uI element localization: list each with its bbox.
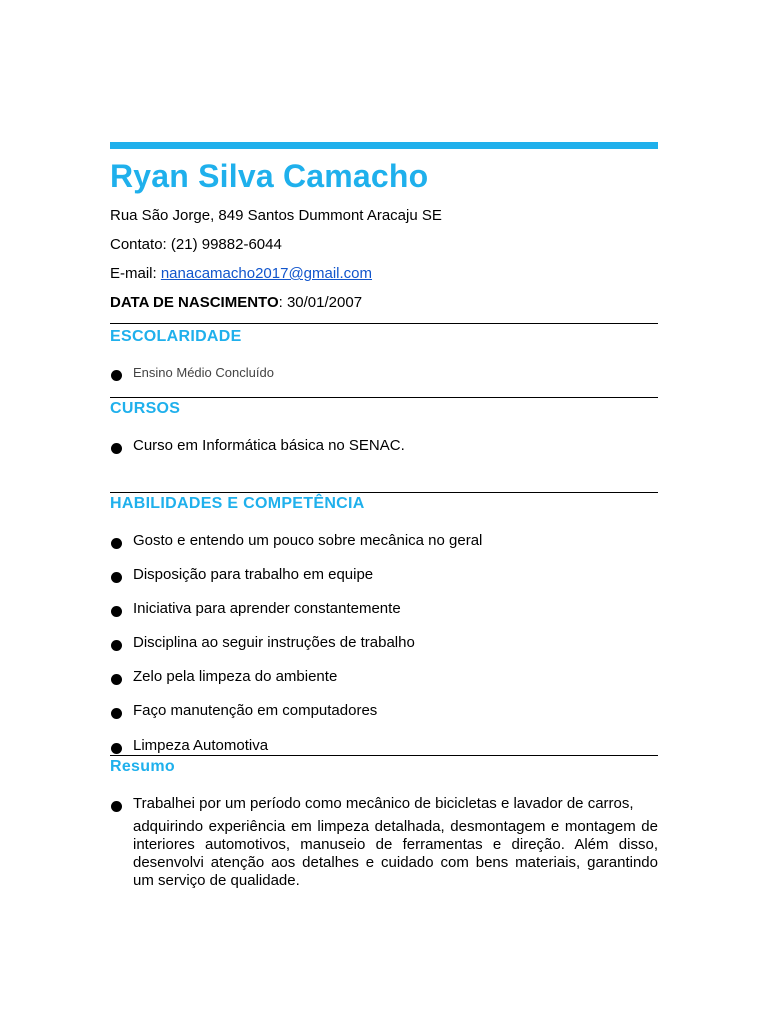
birth-date-value: : 30/01/2007 xyxy=(278,294,363,311)
bullet-icon xyxy=(111,708,122,719)
email-label: E-mail: xyxy=(110,265,157,282)
list-item-text: Iniciativa para aprender constantemente xyxy=(133,600,401,617)
list-item-text: Faço manutenção em computadores xyxy=(133,702,378,719)
list-item xyxy=(110,566,658,584)
list-item xyxy=(110,364,658,382)
courses-list xyxy=(110,437,658,455)
section-divider xyxy=(110,397,658,398)
list-item-text: Curso em Informática básica no SENAC. xyxy=(133,437,405,454)
bullet-icon xyxy=(111,370,122,381)
candidate-name: Ryan Silva Camacho xyxy=(110,158,429,194)
bullet-icon xyxy=(111,443,122,454)
section-title-courses: CURSOS xyxy=(110,400,181,417)
education-list xyxy=(110,364,658,382)
list-item-text: Ensino Médio Concluído xyxy=(133,365,274,380)
section-title-skills: HABILIDADES E COMPETÊNCIA xyxy=(110,495,365,512)
bullet-icon xyxy=(111,606,122,617)
section-divider xyxy=(110,755,658,756)
list-item xyxy=(110,737,658,755)
birth-date-label: DATA DE NASCIMENTO xyxy=(110,294,279,311)
summary-text: adquirindo experiência em limpeza detalhada, desmontagem e montagem de interiores automotivos, manuseio de ferramentas e direção. Além disso, desenvolvi atenção aos detalhes e cuidado com bens materiais, garantindo um serviço de qualidade. xyxy=(133,818,658,889)
section-divider xyxy=(110,492,658,493)
list-item-text: Limpeza Automotiva xyxy=(133,737,269,754)
summary-item xyxy=(110,795,658,890)
email-link[interactable]: nanacamacho2017@gmail.com xyxy=(160,265,373,282)
list-item xyxy=(110,600,658,618)
bullet-icon xyxy=(111,572,122,583)
bullet-icon xyxy=(111,801,122,812)
list-item-text: Disposição para trabalho em equipe xyxy=(133,566,374,583)
contact-label: Contato: xyxy=(110,236,167,253)
list-item xyxy=(110,634,658,652)
bullet-icon xyxy=(111,674,122,685)
contact-phone: (21) 99882-6044 xyxy=(170,236,282,253)
section-divider xyxy=(110,323,658,324)
bullet-icon xyxy=(111,640,122,651)
birth-date-line xyxy=(110,294,658,312)
list-item-text: Gosto e entendo um pouco sobre mecânica no geral xyxy=(133,532,483,549)
list-item xyxy=(110,532,658,550)
section-title-education: ESCOLARIDADE xyxy=(110,328,242,345)
email-line xyxy=(110,265,658,283)
list-item xyxy=(110,668,658,686)
list-item-text: Zelo pela limpeza do ambiente xyxy=(133,668,338,685)
summary-first-line: Trabalhei por um período como mecânico de bicicletas e lavador de carros, xyxy=(133,795,634,812)
section-title-summary: Resumo xyxy=(110,758,175,775)
accent-bar xyxy=(110,142,658,149)
contact-line xyxy=(110,236,658,254)
resume-page xyxy=(110,142,658,890)
address: Rua São Jorge, 849 Santos Dummont Aracaju SE xyxy=(110,207,442,224)
bullet-icon xyxy=(111,538,122,549)
bullet-icon xyxy=(111,743,122,754)
list-item xyxy=(110,702,658,720)
list-item-text: Disciplina ao seguir instruções de trabalho xyxy=(133,634,415,651)
list-item xyxy=(110,437,658,455)
skills-list xyxy=(110,532,658,755)
